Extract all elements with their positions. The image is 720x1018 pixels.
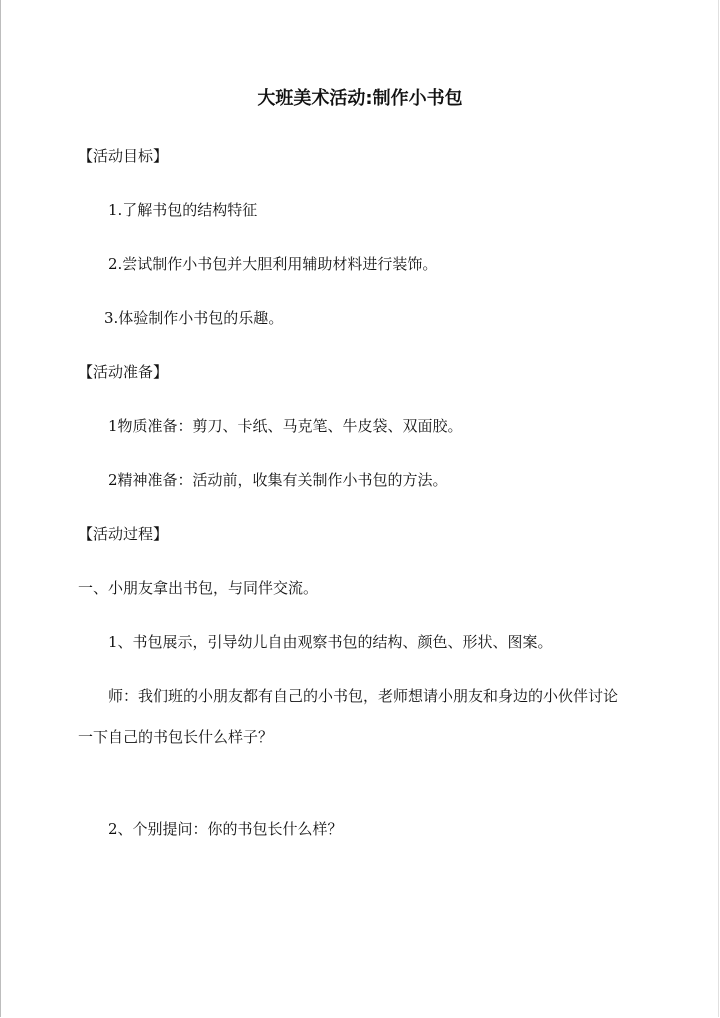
goals-heading: 【活动目标】	[78, 147, 169, 165]
goal-item-2: 2.尝试制作小书包并大胆利用辅助材料进行装饰。	[108, 255, 438, 273]
process-step-1-1: 1、书包展示，引导幼儿自由观察书包的结构、颜色、形状、图案。	[108, 633, 553, 651]
prep-item-2: 2精神准备：活动前，收集有关制作小书包的方法。	[108, 471, 448, 489]
prep-heading: 【活动准备】	[78, 363, 169, 381]
process-heading: 【活动过程】	[78, 525, 169, 543]
prep-item-1: 1物质准备：剪刀、卡纸、马克笔、牛皮袋、双面胶。	[108, 417, 463, 435]
teacher-line-2: 一下自己的书包长什么样子？	[78, 728, 274, 746]
process-step-1-2: 2、个别提问：你的书包长什么样？	[108, 820, 343, 838]
process-step-1: 一、小朋友拿出书包，与同伴交流。	[78, 579, 319, 597]
teacher-line-1: 师：我们班的小朋友都有自己的小书包，老师想请小朋友和身边的小伙伴讨论	[108, 687, 619, 705]
goal-item-3: 3.体验制作小书包的乐趣。	[104, 309, 284, 327]
document-title: 大班美术活动:制作小书包	[257, 88, 463, 109]
goal-item-1: 1.了解书包的结构特征	[108, 201, 258, 219]
